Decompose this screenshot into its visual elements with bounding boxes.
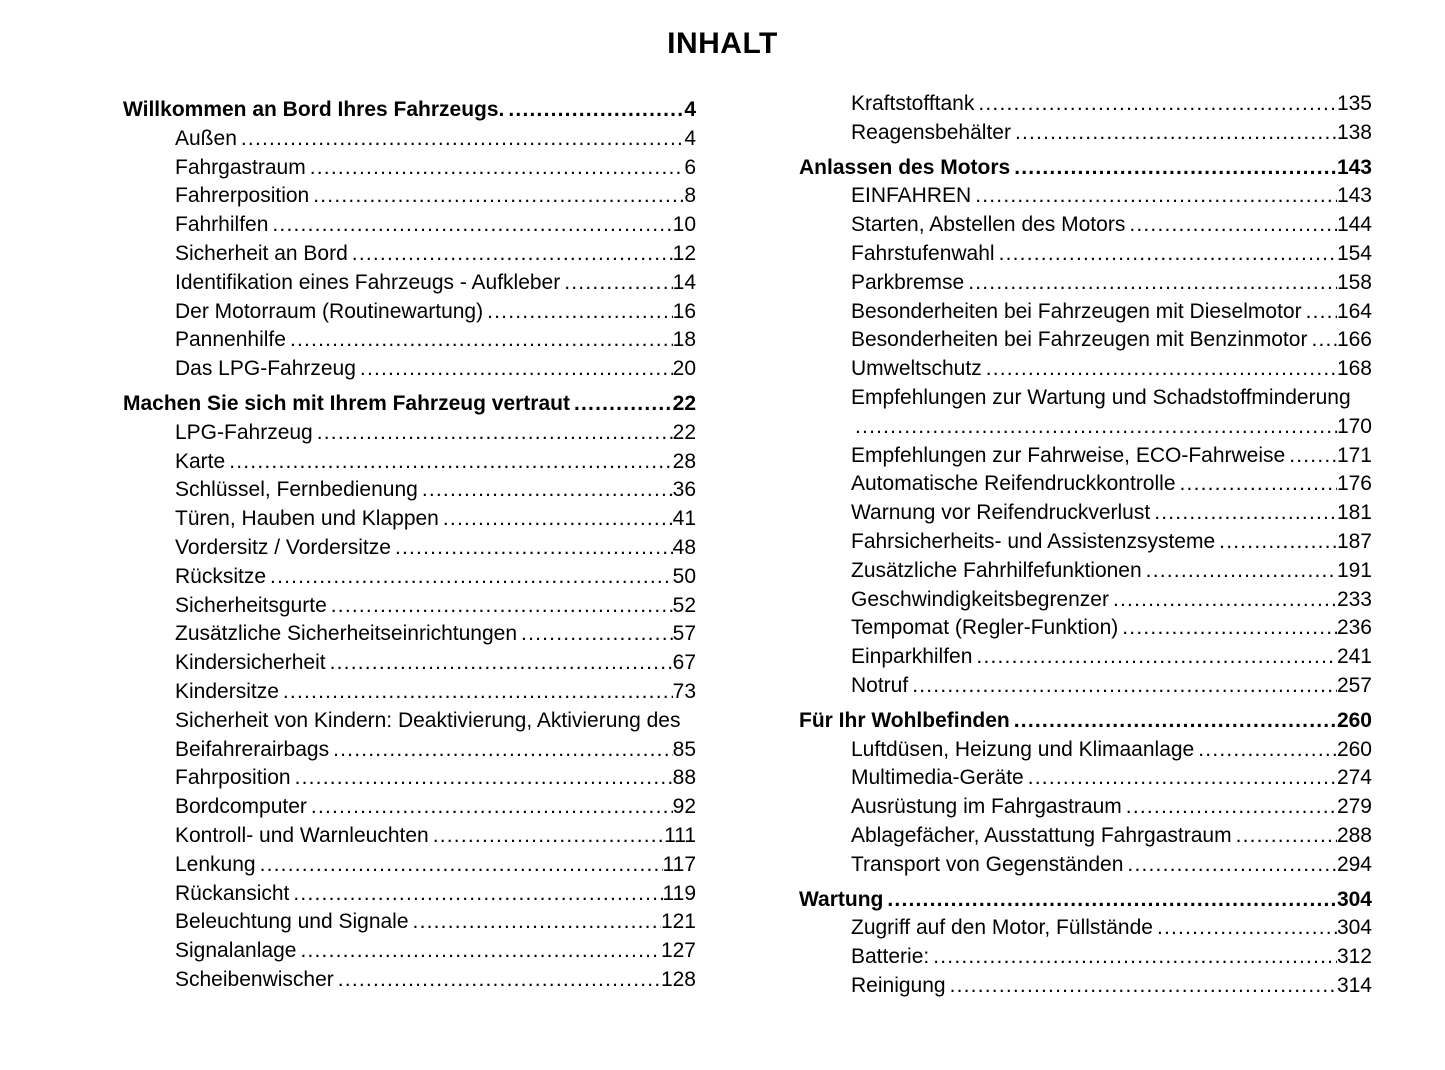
toc-entry [123,822,696,851]
toc-entry [799,557,1372,586]
toc-leader-dots [1118,614,1337,643]
toc-section-entry [799,707,1372,736]
toc-entry [799,326,1372,355]
toc-leader-dots [974,90,1337,119]
toc-entry [123,966,696,995]
toc-entry-label: Batterie: [851,945,930,969]
toc-entry-label: Machen Sie sich mit Ihrem Fahrzeug vertraut [123,391,570,415]
toc-page-number: 4 [684,98,696,121]
toc-page-number: 279 [1336,795,1372,819]
toc-leader-dots [1125,211,1337,240]
toc-entry [123,620,696,649]
toc-entry [799,384,1372,413]
toc-leader-dots [291,764,673,793]
toc-leader-dots [409,908,661,937]
toc-leader-dots [296,937,661,966]
toc-page-number: 257 [1336,673,1372,697]
toc-page-number: 18 [672,328,696,352]
toc-page-number: 158 [1336,270,1372,294]
toc-entry [123,851,696,880]
toc-entry [799,736,1372,765]
toc-page-number: 241 [1336,645,1372,669]
toc-entry [123,880,696,909]
toc-leader-dots [1109,586,1337,615]
toc-page-number: 73 [672,679,696,703]
toc-page-number: 119 [662,881,696,905]
toc-leader-dots [225,448,672,477]
toc-leader-dots [1285,442,1337,471]
toc-entry-label: Zusätzliche Fahrhilfefunktionen [851,558,1142,582]
toc-page-number: 88 [672,766,696,790]
toc-entry-label: Fahrhilfen [175,213,269,237]
toc-entry [799,470,1372,499]
toc-entry [799,240,1372,269]
toc-entry [799,943,1372,972]
toc-leader-dots [570,390,673,419]
toc-page-number: 128 [660,967,696,991]
toc-page-number: 20 [672,357,696,381]
toc-page-number: 191 [1336,558,1372,582]
toc-entry [799,822,1372,851]
toc-entry [799,528,1372,557]
toc-leader-dots [1307,326,1337,355]
toc-entry-label: Starten, Abstellen des Motors [851,213,1126,237]
toc-section-entry [123,96,696,125]
toc-entry [123,326,696,355]
toc-entry-label: Kindersicherheit [175,651,326,675]
toc-leader-dots [1302,298,1337,327]
toc-leader-dots [1011,119,1337,148]
toc-entry-label: Bordcomputer [175,795,307,819]
toc-page-number: 187 [1336,529,1372,553]
toc-page-number: 260 [1336,737,1372,761]
toc-leader-dots [266,563,673,592]
toc-entry [123,182,696,211]
toc-page-number: 288 [1336,823,1372,847]
toc-leader-dots [1142,557,1337,586]
toc-page-number: 85 [672,737,696,761]
toc-entry [799,643,1372,672]
toc-page-number: 181 [1336,501,1372,525]
toc-entry [123,592,696,621]
toc-entry [123,505,696,534]
toc-entry-label: Tempomat (Regler-Funktion) [851,616,1119,640]
toc-entry-label: Anlassen des Motors [799,155,1011,179]
toc-page-number: 4 [684,126,696,150]
toc-entry-label: Umweltschutz [851,357,982,381]
toc-entry [123,476,696,505]
toc-entry [123,908,696,937]
toc-leader-dots [334,966,661,995]
toc-entry [123,298,696,327]
toc-page-number: 36 [672,478,696,502]
toc-entry-label: Automatische Reifendruckkontrolle [851,472,1176,496]
toc-entry [799,90,1372,119]
toc-page-number: 41 [672,507,696,531]
toc-page-number: 52 [672,593,696,617]
toc-entry-label: Multimedia-Geräte [851,766,1024,790]
toc-leader-dots [327,592,673,621]
toc-page-number: 12 [672,241,696,265]
toc-leader-dots [237,125,684,154]
toc-entry-label: Reinigung [851,973,946,997]
toc-page-number: 170 [1336,414,1372,438]
toc-entry-label: Pannenhilfe [175,328,286,352]
toc-entry [799,586,1372,615]
toc-leader-dots [326,649,673,678]
toc-page-number: 164 [1336,299,1372,323]
toc-entry-label: Transport von Gegenständen [851,852,1124,876]
toc-page-number: 121 [660,910,696,934]
toc-page-number: 111 [664,823,696,847]
toc-entry-label: Ablagefächer, Ausstattung Fahrgastraum [851,823,1232,847]
toc-entry [799,119,1372,148]
toc-page-number: 274 [1336,766,1372,790]
toc-entry [123,534,696,563]
toc-entry-label: Karte [175,449,226,473]
toc-entry [799,672,1372,701]
toc-entry [799,182,1372,211]
toc-page-number: 236 [1336,616,1372,640]
toc-page-number: 312 [1336,945,1372,969]
toc-page-number: 117 [662,852,696,876]
toc-leader-dots [286,326,673,355]
toc-entry [799,614,1372,643]
toc-leader-dots [418,476,673,505]
toc-page-number: 260 [1336,708,1372,732]
toc-entry [799,298,1372,327]
toc-page-number: 22 [672,420,696,444]
toc-entry-label: Für Ihr Wohlbefinden [799,708,1010,732]
toc-page-number: 138 [1336,120,1372,144]
toc-entry-label: Zusätzliche Sicherheitseinrichtungen [175,622,518,646]
toc-entry-label: Besonderheiten bei Fahrzeugen mit Dieselmotor [851,299,1302,323]
toc-entry-label: Reagensbehälter [851,120,1011,144]
toc-section-entry [799,154,1372,183]
toc-entry [799,499,1372,528]
toc-entry [799,269,1372,298]
toc-leader-dots [964,269,1337,298]
toc-page-number: 233 [1336,587,1372,611]
toc-entry [123,448,696,477]
toc-leader-dots [289,880,662,909]
toc-entry-label: Fahrposition [175,766,291,790]
toc-page-number: 8 [684,184,696,208]
toc-leader-dots [1024,764,1337,793]
toc-entry [123,563,696,592]
toc-entry-label: Außen [175,126,237,150]
toc-entry-label: Ausrüstung im Fahrgastraum [851,795,1122,819]
toc-entry-label: Vordersitz / Vordersitze [175,535,391,559]
toc-page-number: 22 [672,391,696,415]
toc-page-number: 171 [1336,443,1372,467]
toc-page-number: 166 [1336,328,1372,352]
toc-entry-label: Sicherheit von Kindern: Deaktivierung, Aktivierung des [175,708,681,732]
toc-entry-label: Einparkhilfen [851,645,973,669]
toc-entry-label: Empfehlungen zur Fahrweise, ECO-Fahrweise [851,443,1286,467]
toc-entry-label: Der Motorraum (Routinewartung) [175,299,484,323]
toc-entry [123,649,696,678]
toc-leader-dots [279,678,673,707]
toc-entry-label: Fahrerposition [175,184,310,208]
toc-leader-dots [560,269,672,298]
toc-leader-dots [391,534,673,563]
toc-page-number: 143 [1336,155,1372,179]
toc-column-left [123,90,696,1001]
toc-entry-label: Zugriff auf den Motor, Füllstände [851,916,1153,940]
toc-leader-dots [256,851,663,880]
toc-page-number: 28 [672,449,696,473]
toc-entry-label: Fahrgastraum [175,155,306,179]
toc-entry [799,413,1372,442]
toc-leader-dots [995,240,1337,269]
toc-entry [123,736,696,765]
toc-entry [123,154,696,183]
toc-entry [799,764,1372,793]
toc-section-entry [123,390,696,419]
toc-leader-dots [517,620,673,649]
toc-page-number: 50 [672,564,696,588]
toc-entry-label: Kontroll- und Warnleuchten [175,823,429,847]
toc-leader-dots [1232,822,1337,851]
toc-entry [799,972,1372,1001]
toc-entry-label: Fahrsicherheits- und Assistenzsysteme [851,529,1216,553]
toc-page-number: 16 [672,299,696,323]
toc-entry [123,240,696,269]
toc-leader-dots [309,182,684,211]
toc-leader-dots [971,182,1337,211]
toc-entry [123,419,696,448]
toc-leader-dots [1194,736,1337,765]
toc-entry [123,937,696,966]
toc-entry-label: Kraftstofftank [851,92,975,115]
toc-entry-label: Identifikation eines Fahrzeugs - Aufkleber [175,270,561,294]
toc-leader-dots [1150,499,1337,528]
toc-leader-dots [946,972,1337,1001]
toc-leader-dots [329,736,673,765]
toc-entry-label: Wartung [799,887,884,911]
toc-leader-dots [483,298,673,327]
toc-leader-dots [439,505,673,534]
toc-page-number: 304 [1336,887,1372,911]
toc-page-number: 168 [1336,357,1372,381]
toc-entry-label: EINFAHREN [851,184,972,208]
toc-leader-dots [908,672,1337,701]
toc-leader-dots [313,419,673,448]
toc-entry-label: Fahrstufenwahl [851,241,995,265]
toc-leader-dots [1123,851,1337,880]
toc-entry [123,678,696,707]
toc-entry [123,793,696,822]
toc-leader-dots [929,943,1337,972]
toc-section-entry [799,886,1372,915]
toc-entry [799,793,1372,822]
toc-page-number: 314 [1336,973,1372,997]
toc-leader-dots [307,793,673,822]
toc-entry-label: Willkommen an Bord Ihres Fahrzeugs. [123,98,505,121]
toc-page-number: 144 [1336,213,1372,237]
toc-entry-label: Beifahrerairbags [175,737,330,761]
toc-leader-dots [982,355,1337,384]
toc-page-number: 127 [660,939,696,963]
toc-entry-label: Rücksitze [175,564,267,588]
toc-entry-label: Luftdüsen, Heizung und Klimaanlage [851,737,1195,761]
toc-leader-dots [1122,793,1337,822]
toc-column-right [799,90,1372,1001]
toc-page-number: 92 [672,795,696,819]
toc-page-number: 6 [684,155,696,179]
toc-page-number: 10 [672,213,696,237]
toc-page-number: 304 [1336,916,1372,940]
toc-entry-label: Beleuchtung und Signale [175,910,409,934]
toc-leader-dots [356,355,673,384]
toc-leader-dots [851,413,1337,442]
toc-page-number: 135 [1336,92,1372,115]
toc-entry-label: Sicherheitsgurte [175,593,327,617]
toc-leader-dots [504,96,684,125]
toc-leader-dots [883,886,1337,915]
toc-entry-label: Signalanlage [175,939,297,963]
toc-page-number: 176 [1336,472,1372,496]
toc-leader-dots [1010,154,1337,183]
toc-leader-dots [1215,528,1337,557]
toc-page-number: 143 [1336,184,1372,208]
toc-leader-dots [268,211,672,240]
toc-entry [799,442,1372,471]
toc-page-number: 154 [1336,241,1372,265]
toc-page-number: 67 [672,651,696,675]
toc-entry-label: Geschwindigkeitsbegrenzer [851,587,1109,611]
toc-entry [123,269,696,298]
toc-page-number: 48 [672,535,696,559]
toc-entry-label: Kindersitze [175,679,279,703]
toc-entry [123,764,696,793]
toc-entry-label: Das LPG-Fahrzeug [175,357,356,381]
toc-leader-dots [972,643,1337,672]
page-title: INHALT [667,27,778,60]
toc-entry [799,851,1372,880]
toc-columns [0,90,1445,1001]
toc-entry-label: Parkbremse [851,270,965,294]
toc-entry-label: Sicherheit an Bord [175,241,348,265]
toc-entry-label: Schlüssel, Fernbedienung [175,478,418,502]
toc-entry-label: Empfehlungen zur Wartung und Schadstoffminderung [851,385,1351,409]
toc-entry-label: Lenkung [175,852,256,876]
toc-entry [123,707,696,736]
toc-entry-label: Warnung vor Reifendruckverlust [851,501,1151,525]
toc-entry-label: Notruf [851,673,909,697]
toc-entry-label: Rückansicht [175,881,290,905]
toc-entry [123,125,696,154]
toc-leader-dots [1176,470,1337,499]
toc-entry-label: Besonderheiten bei Fahrzeugen mit Benzinmotor [851,328,1308,352]
toc-entry [799,355,1372,384]
toc-page-number: 294 [1336,852,1372,876]
toc-entry [799,914,1372,943]
toc-entry-label: LPG-Fahrzeug [175,420,313,444]
toc-entry-label: Scheibenwischer [175,967,334,991]
toc-entry [123,355,696,384]
toc-entry [799,211,1372,240]
toc-page-number: 57 [672,622,696,646]
toc-leader-dots [1010,707,1337,736]
toc-leader-dots [348,240,673,269]
toc-page-number: 14 [672,270,696,294]
toc-leader-dots [1153,914,1337,943]
toc-entry [123,211,696,240]
toc-leader-dots [429,822,664,851]
toc-leader-dots [306,154,685,183]
toc-entry-label: Türen, Hauben und Klappen [175,507,439,531]
